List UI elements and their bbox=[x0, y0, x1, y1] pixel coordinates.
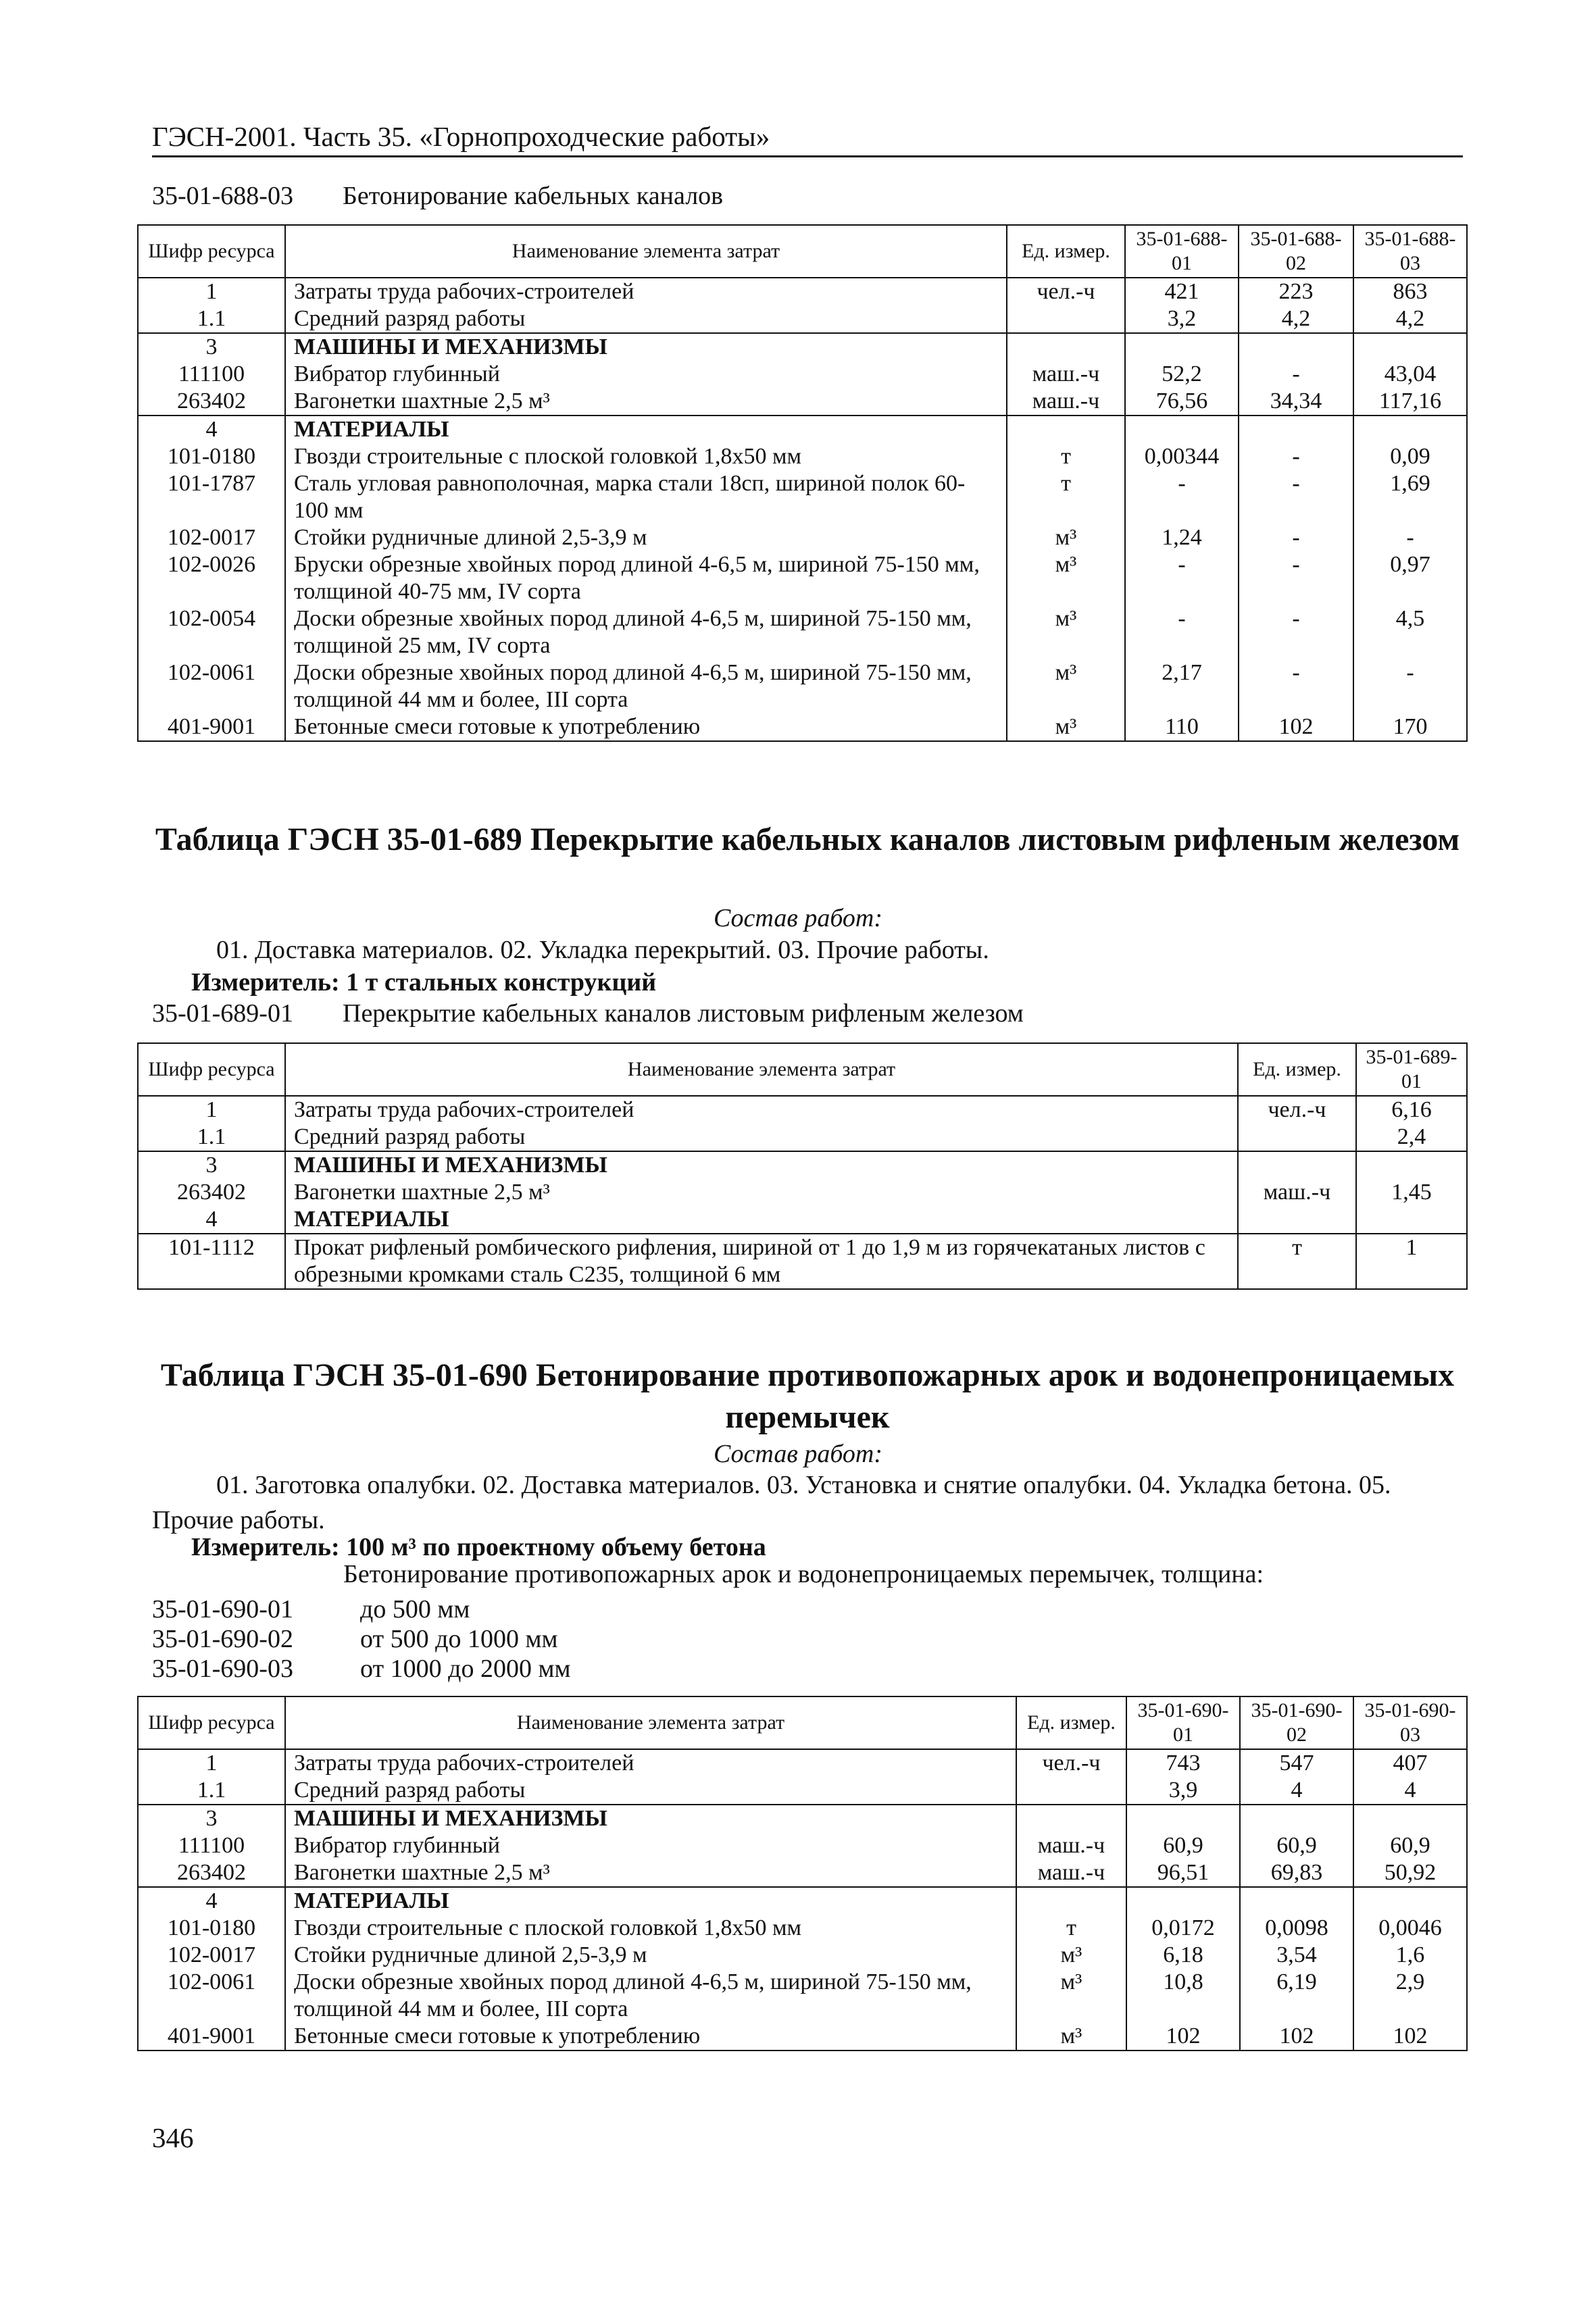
resource-code-cell: 102-0061 bbox=[138, 1969, 285, 2023]
table-row bbox=[138, 1749, 1467, 1777]
resource-code-cell: 401-9001 bbox=[138, 713, 285, 741]
cost-element-name-cell: Вагонетки шахтные 2,5 м³ bbox=[285, 1179, 1238, 1206]
table-row bbox=[138, 1915, 1467, 1942]
table3-header-row bbox=[138, 1696, 1467, 1749]
unit-cell bbox=[1007, 416, 1125, 443]
cost-element-name-cell: Средний разряд работы bbox=[285, 305, 1007, 333]
value-cell: - bbox=[1239, 605, 1353, 659]
cost-element-name-cell: Вибратор глубинный bbox=[285, 361, 1007, 388]
header-col1: 35-01-689-01 bbox=[1356, 1043, 1467, 1096]
table3-meter: Измеритель: 100 м³ по проектному объему бетона bbox=[191, 1533, 766, 1561]
table2-caption bbox=[152, 999, 1024, 1028]
value-cell: 96,51 bbox=[1126, 1859, 1240, 1887]
table2 bbox=[137, 1042, 1468, 1290]
value-cell: 743 bbox=[1126, 1749, 1240, 1777]
table2-composition-label: Состав работ: bbox=[713, 904, 883, 932]
resource-code-cell: 3 bbox=[138, 1151, 285, 1179]
value-cell bbox=[1353, 416, 1467, 443]
variant-row bbox=[152, 1594, 470, 1624]
resource-code-cell: 101-0180 bbox=[138, 1915, 285, 1942]
value-cell: 102 bbox=[1353, 2023, 1467, 2051]
value-cell: 421 bbox=[1125, 278, 1239, 305]
cost-element-name-cell: Стойки рудничные длиной 2,5-3,9 м bbox=[285, 524, 1007, 551]
unit-cell: м³ bbox=[1016, 1942, 1126, 1969]
unit-cell: м³ bbox=[1016, 1969, 1126, 2023]
unit-cell: т bbox=[1007, 443, 1125, 470]
value-cell bbox=[1239, 416, 1353, 443]
cost-element-name-cell: Гвозди строительные с плоской головкой 1,8х50 мм bbox=[285, 443, 1007, 470]
table-row bbox=[138, 1151, 1467, 1179]
value-cell: 1,24 bbox=[1125, 524, 1239, 551]
variant-text: от 1000 до 2000 мм bbox=[360, 1655, 571, 1683]
value-cell: - bbox=[1239, 470, 1353, 524]
value-cell: 0,09 bbox=[1353, 443, 1467, 470]
table-row bbox=[138, 551, 1467, 605]
table-row bbox=[138, 1805, 1467, 1832]
unit-cell: м³ bbox=[1016, 2023, 1126, 2051]
cost-element-name-cell: МАТЕРИАЛЫ bbox=[285, 416, 1007, 443]
resource-code-cell: 1 bbox=[138, 278, 285, 305]
value-cell: - bbox=[1125, 551, 1239, 605]
header-unit: Ед. измер. bbox=[1238, 1043, 1356, 1096]
table-row bbox=[138, 361, 1467, 388]
table-row bbox=[138, 1234, 1467, 1289]
header-col1: 35-01-688-01 bbox=[1125, 225, 1239, 278]
value-cell bbox=[1126, 1887, 1240, 1915]
variant-code: 35-01-690-02 bbox=[152, 1625, 293, 1653]
resource-code-cell: 111100 bbox=[138, 1832, 285, 1859]
value-cell: 6,18 bbox=[1126, 1942, 1240, 1969]
value-cell: - bbox=[1239, 524, 1353, 551]
unit-cell bbox=[1238, 1151, 1356, 1179]
resource-code-cell: 263402 bbox=[138, 1859, 285, 1887]
table2-code: 35-01-689-01 bbox=[152, 999, 293, 1028]
value-cell: - bbox=[1239, 551, 1353, 605]
table-row bbox=[138, 2023, 1467, 2051]
variant-text: от 500 до 1000 мм bbox=[360, 1625, 558, 1653]
resource-code-cell: 101-1787 bbox=[138, 470, 285, 524]
resource-code-cell: 102-0017 bbox=[138, 1942, 285, 1969]
value-cell: 102 bbox=[1239, 713, 1353, 741]
table3 bbox=[137, 1696, 1468, 2051]
header-unit: Ед. измер. bbox=[1016, 1696, 1126, 1749]
value-cell: - bbox=[1125, 605, 1239, 659]
cost-element-name-cell: Гвозди строительные с плоской головкой 1,8х50 мм bbox=[285, 1915, 1016, 1942]
table1 bbox=[137, 224, 1468, 742]
header-name: Наименование элемента затрат bbox=[285, 1043, 1238, 1096]
resource-code-cell: 102-0054 bbox=[138, 605, 285, 659]
header-name: Наименование элемента затрат bbox=[285, 225, 1007, 278]
cost-element-name-cell: МАШИНЫ И МЕХАНИЗМЫ bbox=[285, 1151, 1238, 1179]
value-cell bbox=[1125, 416, 1239, 443]
value-cell: - bbox=[1353, 659, 1467, 713]
unit-cell: м³ bbox=[1007, 605, 1125, 659]
value-cell: 4,2 bbox=[1239, 305, 1353, 333]
header-unit: Ед. измер. bbox=[1007, 225, 1125, 278]
header-col1: 35-01-690-01 bbox=[1126, 1696, 1240, 1749]
table-row bbox=[138, 388, 1467, 416]
unit-cell bbox=[1016, 1777, 1126, 1805]
resource-code-cell: 101-1112 bbox=[138, 1234, 285, 1289]
value-cell: - bbox=[1239, 443, 1353, 470]
cost-element-name-cell: Бетонные смеси готовые к употреблению bbox=[285, 2023, 1016, 2051]
unit-cell bbox=[1007, 333, 1125, 361]
cost-element-name-cell: Затраты труда рабочих-строителей bbox=[285, 278, 1007, 305]
value-cell: 4,2 bbox=[1353, 305, 1467, 333]
resource-code-cell: 1.1 bbox=[138, 1124, 285, 1151]
value-cell: 69,83 bbox=[1240, 1859, 1353, 1887]
resource-code-cell: 101-0180 bbox=[138, 443, 285, 470]
table-row bbox=[138, 1969, 1467, 2023]
value-cell: 2,4 bbox=[1356, 1124, 1467, 1151]
table-row bbox=[138, 605, 1467, 659]
variant-row bbox=[152, 1654, 571, 1684]
unit-cell: чел.-ч bbox=[1007, 278, 1125, 305]
resource-code-cell: 102-0017 bbox=[138, 524, 285, 551]
value-cell: 170 bbox=[1353, 713, 1467, 741]
unit-cell: маш.-ч bbox=[1007, 388, 1125, 416]
table3-intro: Бетонирование противопожарных арок и водонепроницаемых перемычек, толщина: bbox=[343, 1560, 1264, 1588]
value-cell bbox=[1353, 1805, 1467, 1832]
value-cell: 1 bbox=[1356, 1234, 1467, 1289]
value-cell: 2,17 bbox=[1125, 659, 1239, 713]
value-cell: 10,8 bbox=[1126, 1969, 1240, 2023]
value-cell: - bbox=[1239, 659, 1353, 713]
value-cell: - bbox=[1239, 361, 1353, 388]
table1-caption bbox=[152, 181, 723, 211]
resource-code-cell: 3 bbox=[138, 1805, 285, 1832]
table2-heading: Таблица ГЭСН 35-01-689 Перекрытие кабельных каналов листовым рифленым железом bbox=[155, 822, 1460, 857]
value-cell: 223 bbox=[1239, 278, 1353, 305]
resource-code-cell: 1.1 bbox=[138, 1777, 285, 1805]
unit-cell: маш.-ч bbox=[1007, 361, 1125, 388]
unit-cell bbox=[1238, 1206, 1356, 1234]
header-name: Наименование элемента затрат bbox=[285, 1696, 1016, 1749]
header-col3: 35-01-688-03 bbox=[1353, 225, 1467, 278]
value-cell: 0,97 bbox=[1353, 551, 1467, 605]
resource-code-cell: 263402 bbox=[138, 1179, 285, 1206]
unit-cell: чел.-ч bbox=[1238, 1096, 1356, 1124]
cost-element-name-cell: Средний разряд работы bbox=[285, 1777, 1016, 1805]
value-cell: 110 bbox=[1125, 713, 1239, 741]
value-cell: 0,0172 bbox=[1126, 1915, 1240, 1942]
header-code: Шифр ресурса bbox=[138, 1696, 285, 1749]
value-cell: - bbox=[1353, 524, 1467, 551]
cost-element-name-cell: Прокат рифленый ромбического рифления, шириной от 1 до 1,9 м из горячекатаных листов с обрезными кромками сталь С235, толщиной 6 мм bbox=[285, 1234, 1238, 1289]
cost-element-name-cell: Доски обрезные хвойных пород длиной 4-6,5 м, шириной 75-150 мм, толщиной 44 мм и более, III сорта bbox=[285, 659, 1007, 713]
variant-code: 35-01-690-01 bbox=[152, 1595, 293, 1624]
value-cell: 34,34 bbox=[1239, 388, 1353, 416]
table-row bbox=[138, 1859, 1467, 1887]
resource-code-cell: 4 bbox=[138, 416, 285, 443]
value-cell: - bbox=[1125, 470, 1239, 524]
value-cell: 3,2 bbox=[1125, 305, 1239, 333]
table1-code: 35-01-688-03 bbox=[152, 182, 293, 210]
cost-element-name-cell: МАТЕРИАЛЫ bbox=[285, 1206, 1238, 1234]
unit-cell bbox=[1016, 1887, 1126, 1915]
value-cell: 2,9 bbox=[1353, 1969, 1467, 2023]
table2-meter: Измеритель: 1 т стальных конструкций bbox=[191, 968, 657, 997]
value-cell: 117,16 bbox=[1353, 388, 1467, 416]
cost-element-name-cell: МАТЕРИАЛЫ bbox=[285, 1887, 1016, 1915]
value-cell bbox=[1356, 1206, 1467, 1234]
table2-title: Перекрытие кабельных каналов листовым рифленым железом bbox=[343, 999, 1024, 1028]
table-row bbox=[138, 278, 1467, 305]
cost-element-name-cell: Бруски обрезные хвойных пород длиной 4-6,5 м, шириной 75-150 мм, толщиной 40-75 мм, IV сорта bbox=[285, 551, 1007, 605]
table1-title: Бетонирование кабельных каналов bbox=[343, 182, 724, 210]
table-row bbox=[138, 1887, 1467, 1915]
value-cell: 547 bbox=[1240, 1749, 1353, 1777]
unit-cell: т bbox=[1016, 1915, 1126, 1942]
cost-element-name-cell: Вагонетки шахтные 2,5 м³ bbox=[285, 388, 1007, 416]
value-cell: 6,19 bbox=[1240, 1969, 1353, 2023]
table-row bbox=[138, 305, 1467, 333]
table3-composition: 01. Заготовка опалубки. 02. Доставка материалов. 03. Установка и снятие опалубки. 04. Укладка бетона. 05. Прочие работы. bbox=[152, 1471, 1391, 1534]
value-cell bbox=[1239, 333, 1353, 361]
value-cell: 863 bbox=[1353, 278, 1467, 305]
value-cell bbox=[1240, 1805, 1353, 1832]
value-cell: 43,04 bbox=[1353, 361, 1467, 388]
cost-element-name-cell: Стойки рудничные длиной 2,5-3,9 м bbox=[285, 1942, 1016, 1969]
resource-code-cell: 111100 bbox=[138, 361, 285, 388]
value-cell: 4 bbox=[1240, 1777, 1353, 1805]
variant-row bbox=[152, 1624, 558, 1654]
header-code: Шифр ресурса bbox=[138, 1043, 285, 1096]
table-row bbox=[138, 1777, 1467, 1805]
header-col3: 35-01-690-03 bbox=[1353, 1696, 1467, 1749]
resource-code-cell: 401-9001 bbox=[138, 2023, 285, 2051]
value-cell: 1,69 bbox=[1353, 470, 1467, 524]
table3-composition-label: Состав работ: bbox=[713, 1440, 883, 1468]
table-row bbox=[138, 1942, 1467, 1969]
resource-code-cell: 1 bbox=[138, 1749, 285, 1777]
value-cell: 6,16 bbox=[1356, 1096, 1467, 1124]
cost-element-name-cell: Затраты труда рабочих-строителей bbox=[285, 1749, 1016, 1777]
cost-element-name-cell: Бетонные смеси готовые к употреблению bbox=[285, 713, 1007, 741]
cost-element-name-cell: Затраты труда рабочих-строителей bbox=[285, 1096, 1238, 1124]
resource-code-cell: 1.1 bbox=[138, 305, 285, 333]
value-cell: 3,9 bbox=[1126, 1777, 1240, 1805]
cost-element-name-cell: Доски обрезные хвойных пород длиной 4-6,5 м, шириной 75-150 мм, толщиной 44 мм и более, III сорта bbox=[285, 1969, 1016, 2023]
table-row bbox=[138, 713, 1467, 741]
value-cell: 0,0098 bbox=[1240, 1915, 1353, 1942]
running-head: ГЭСН-2001. Часть 35. «Горнопроходческие работы» bbox=[152, 120, 1463, 157]
table-row bbox=[138, 1124, 1467, 1151]
unit-cell: т bbox=[1007, 470, 1125, 524]
resource-code-cell: 102-0026 bbox=[138, 551, 285, 605]
value-cell: 4,5 bbox=[1353, 605, 1467, 659]
cost-element-name-cell: Сталь угловая равнополочная, марка стали 18сп, шириной полок 60-100 мм bbox=[285, 470, 1007, 524]
cost-element-name-cell: Доски обрезные хвойных пород длиной 4-6,5 м, шириной 75-150 мм, толщиной 25 мм, IV сорта bbox=[285, 605, 1007, 659]
table-row bbox=[138, 443, 1467, 470]
table-row bbox=[138, 470, 1467, 524]
table-row bbox=[138, 1179, 1467, 1206]
value-cell: 76,56 bbox=[1125, 388, 1239, 416]
value-cell: 60,9 bbox=[1353, 1832, 1467, 1859]
cost-element-name-cell: Средний разряд работы bbox=[285, 1124, 1238, 1151]
unit-cell: маш.-ч bbox=[1016, 1859, 1126, 1887]
unit-cell: чел.-ч bbox=[1016, 1749, 1126, 1777]
table-row bbox=[138, 659, 1467, 713]
value-cell bbox=[1356, 1151, 1467, 1179]
unit-cell bbox=[1007, 305, 1125, 333]
resource-code-cell: 1 bbox=[138, 1096, 285, 1124]
resource-code-cell: 4 bbox=[138, 1206, 285, 1234]
unit-cell bbox=[1238, 1124, 1356, 1151]
value-cell: 4 bbox=[1353, 1777, 1467, 1805]
variant-code: 35-01-690-03 bbox=[152, 1655, 293, 1683]
table-row bbox=[138, 416, 1467, 443]
value-cell: 0,0046 bbox=[1353, 1915, 1467, 1942]
table-row bbox=[138, 333, 1467, 361]
cost-element-name-cell: Вибратор глубинный bbox=[285, 1832, 1016, 1859]
unit-cell: маш.-ч bbox=[1238, 1179, 1356, 1206]
table-row bbox=[138, 1206, 1467, 1234]
page-number: 346 bbox=[152, 2122, 194, 2153]
table2-header-row bbox=[138, 1043, 1467, 1096]
table-row bbox=[138, 1832, 1467, 1859]
table1-header-row bbox=[138, 225, 1467, 278]
unit-cell: м³ bbox=[1007, 551, 1125, 605]
header-code: Шифр ресурса bbox=[138, 225, 285, 278]
value-cell: 1,6 bbox=[1353, 1942, 1467, 1969]
unit-cell: м³ bbox=[1007, 659, 1125, 713]
unit-cell: м³ bbox=[1007, 713, 1125, 741]
resource-code-cell: 263402 bbox=[138, 388, 285, 416]
header-col2: 35-01-688-02 bbox=[1239, 225, 1353, 278]
table-row bbox=[138, 524, 1467, 551]
value-cell: 102 bbox=[1240, 2023, 1353, 2051]
resource-code-cell: 3 bbox=[138, 333, 285, 361]
unit-cell bbox=[1016, 1805, 1126, 1832]
table3-heading: Таблица ГЭСН 35-01-690 Бетонирование противопожарных арок и водонепроницаемых перемычек bbox=[160, 1357, 1455, 1435]
value-cell: 0,00344 bbox=[1125, 443, 1239, 470]
value-cell: 3,54 bbox=[1240, 1942, 1353, 1969]
table2-composition: 01. Доставка материалов. 02. Укладка перекрытий. 03. Прочие работы. bbox=[216, 936, 989, 964]
value-cell bbox=[1353, 333, 1467, 361]
value-cell: 407 bbox=[1353, 1749, 1467, 1777]
value-cell bbox=[1353, 1887, 1467, 1915]
resource-code-cell: 102-0061 bbox=[138, 659, 285, 713]
value-cell: 60,9 bbox=[1126, 1832, 1240, 1859]
header-col2: 35-01-690-02 bbox=[1240, 1696, 1353, 1749]
variant-text: до 500 мм bbox=[360, 1595, 470, 1624]
unit-cell: маш.-ч bbox=[1016, 1832, 1126, 1859]
value-cell bbox=[1240, 1887, 1353, 1915]
value-cell: 1,45 bbox=[1356, 1179, 1467, 1206]
value-cell: 50,92 bbox=[1353, 1859, 1467, 1887]
unit-cell: м³ bbox=[1007, 524, 1125, 551]
value-cell bbox=[1126, 1805, 1240, 1832]
cost-element-name-cell: Вагонетки шахтные 2,5 м³ bbox=[285, 1859, 1016, 1887]
value-cell bbox=[1125, 333, 1239, 361]
resource-code-cell: 4 bbox=[138, 1887, 285, 1915]
cost-element-name-cell: МАШИНЫ И МЕХАНИЗМЫ bbox=[285, 1805, 1016, 1832]
value-cell: 52,2 bbox=[1125, 361, 1239, 388]
cost-element-name-cell: МАШИНЫ И МЕХАНИЗМЫ bbox=[285, 333, 1007, 361]
value-cell: 60,9 bbox=[1240, 1832, 1353, 1859]
unit-cell: т bbox=[1238, 1234, 1356, 1289]
value-cell: 102 bbox=[1126, 2023, 1240, 2051]
table-row bbox=[138, 1096, 1467, 1124]
